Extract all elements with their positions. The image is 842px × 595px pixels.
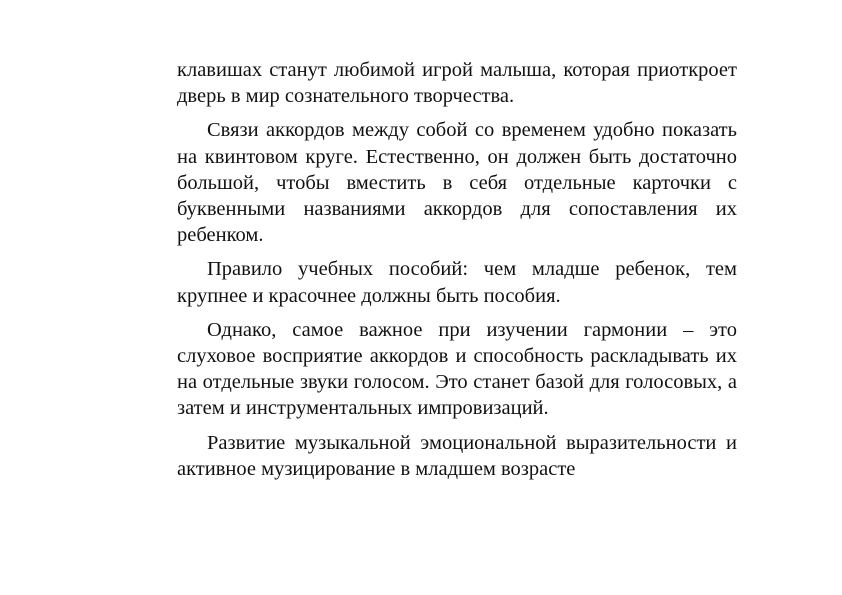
paragraph-teaching-aids: Правило учебных пособий: чем младше ребенок, тем крупнее и красочнее должны быть пособия. — [177, 258, 737, 307]
paragraph-harmony-hearing: Однако, самое важное при изучении гармонии – это слуховое восприятие аккордов и способность раскладывать их на отдельные звуки голосом. Это станет базой для голосовых, а затем и инструментальных импровизаций. — [177, 318, 737, 420]
body-text — [177, 57, 737, 490]
paragraph-musical-expression: Развитие музыкальной эмоциональной выразительности и активное музицирование в младшем возрасте — [177, 431, 737, 480]
paragraph-circle-of-fifths: Связи аккордов между собой со временем удобно показать на квинтовом круге. Естественно, он должен быть достаточно большой, чтобы вместить в себя отдельные карточки с буквенными названиями аккордов для сопоставления их ребенком. — [177, 119, 737, 247]
paragraph-continuation: клавишах станут любимой игрой малыша, которая приоткроет дверь в мир сознательного творчества. — [177, 59, 737, 108]
